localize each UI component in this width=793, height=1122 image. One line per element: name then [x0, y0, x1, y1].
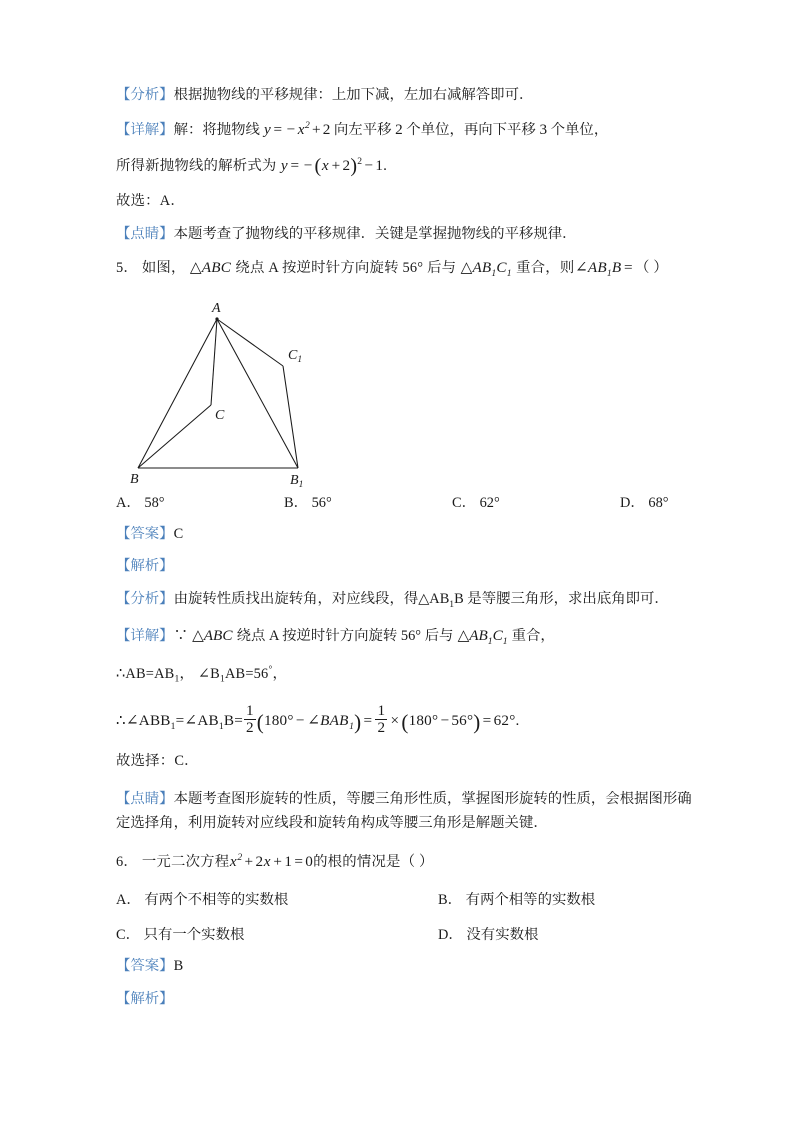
q5-fraction-half-1: $\frac{1}{2}$: [245, 702, 254, 736]
q5-analysis-triangle: $\triangle AB_1B$: [418, 591, 464, 611]
q6-answer-value: B: [173, 957, 184, 974]
edge-A-B1: [217, 319, 298, 468]
q5-step1-line: [116, 665, 692, 684]
q4-shift-down: 3: [539, 120, 548, 138]
because-sign: ∵: [173, 628, 188, 645]
q5-number: 5．: [116, 259, 138, 276]
q5-choose-line: 故选择：C．: [116, 752, 199, 769]
q5-step2-angle1: ∠ABB: [125, 712, 171, 730]
page-content: [116, 88, 692, 1025]
q6-stem-prefix: 一元二次方程: [141, 853, 230, 870]
label-B1: $B_1$: [290, 473, 304, 488]
q5-figure: [116, 297, 692, 487]
q4-detail-formula: y = − $x^2 + 2$: [264, 119, 331, 138]
label-C: C: [215, 408, 225, 424]
figure-edges: [138, 319, 298, 468]
q6-answer-tag: 【答案】: [116, 957, 174, 974]
q5-step1-deg: °: [268, 664, 273, 676]
q5-parse-line: [116, 559, 692, 573]
q5-detail-line: [116, 628, 692, 647]
q5-options: [116, 491, 692, 512]
q5-summary-text: 本题考查图形旋转的性质，等腰三角形性质，掌握图形旋转的性质，会根据图形确定选择角，利用旋转对应线段和旋转角构成等腰三角形是解题关键．: [116, 790, 692, 832]
label-B: B: [130, 472, 139, 488]
q5-step1-end: ，: [272, 666, 288, 683]
q6-options-row1: [116, 888, 692, 908]
vertex-A-dot: [215, 317, 218, 320]
edge-A-C: [211, 319, 217, 405]
q4-detail-mid: 向左平移: [333, 121, 392, 138]
q5-detail-text3: 重合，: [511, 628, 555, 645]
q5-option-a[interactable]: A． 58°: [116, 495, 165, 512]
q5-option-b[interactable]: B． 56°: [284, 495, 332, 512]
label-C1: $C_1$: [288, 348, 303, 366]
q5-stem-part4: 重合，则: [516, 259, 575, 276]
q5-equals: =: [624, 258, 633, 276]
q5-stem: [116, 260, 692, 279]
q5-step1-angle-rest: AB=56: [224, 666, 269, 683]
q5-stem-part1: 如图，: [141, 259, 186, 276]
q4-summary-text: 本题考查了抛物线的平移规律．关键是掌握抛物线的平移规律．: [173, 226, 577, 243]
q5-answer-line: [116, 527, 692, 541]
q5-summary-line: [116, 787, 692, 837]
q5-step2-line: $\therefore\angle ABB_1=\angle AB_1B=$ $\frac{1}{2}$ $(180^\circ - \angle BAB_1)$ = $\frac{1}{2}$ × (180° − 56°) = 62°.: [116, 702, 520, 736]
q5-option-c[interactable]: C． 62°: [452, 495, 500, 512]
q4-result-prefix: 所得新抛物线的解析式为: [116, 157, 277, 174]
q4-analysis-line: [116, 88, 692, 102]
edge-A-C1: [217, 319, 283, 366]
q6-option-b[interactable]: B． 有两个相等的实数根: [438, 891, 596, 908]
q5-option-d[interactable]: D． 68°: [620, 495, 669, 512]
q4-detail-suffix: 个单位，: [550, 121, 609, 138]
q5-target-angle: $\angle AB_1B$: [574, 258, 622, 279]
q6-stem: [116, 853, 692, 869]
q6-formula: $x^2 + 2x + 1 = 0$: [229, 852, 314, 870]
q5-step2-angle3: ∠BAB: [307, 712, 349, 730]
q6-answer-line: [116, 959, 692, 973]
q5-detail-tri2: $\triangle AB_1C_1$: [457, 627, 508, 648]
detail-tag: 【详解】: [116, 121, 174, 138]
q5-stem-part3: 后与: [427, 259, 457, 276]
edge-B-C: [138, 405, 211, 468]
edge-A-B: [138, 319, 217, 468]
q6-option-a[interactable]: A． 有两个不相等的实数根: [116, 891, 289, 908]
label-A: A: [212, 301, 221, 317]
q5-detail-text1: 绕点 A 按逆时针方向旋转 56: [236, 628, 416, 645]
q5-analysis-post: 是等腰三角形，求出底角即可．: [463, 591, 669, 608]
q6-option-c[interactable]: C． 只有一个实数根: [116, 927, 245, 944]
q4-analysis-text: 根据抛物线的平移规律：上加下减，左加右减解答即可．: [173, 87, 534, 103]
q6-option-d[interactable]: D． 没有实数根: [438, 927, 539, 944]
q4-result-formula: y = − $(x + 2)^2 - 1$.: [280, 154, 388, 177]
q4-shift-left: 2: [395, 120, 403, 138]
q5-detail-tag: 【详解】: [116, 628, 174, 645]
degree-sign: °: [417, 259, 424, 276]
q5-summary-tag: 【点睛】: [116, 790, 174, 807]
q5-detail-degree: °: [415, 628, 422, 645]
q5-analysis-line: [116, 592, 692, 609]
q5-fraction-half-2: $\frac{1}{2}$: [377, 702, 386, 736]
q6-parse-line: [116, 992, 692, 1006]
q5-triangle-ab1c1: $\triangle AB_1C_1$: [460, 258, 512, 279]
q5-detail-tri1: △ABC: [192, 627, 233, 645]
q4-summary-line: [116, 227, 692, 241]
q5-step1-angle-sub: 1: [219, 674, 225, 686]
q6-options-row2: [116, 923, 692, 944]
q5-step1-angle: ∠B: [197, 666, 220, 683]
q6-number: 6．: [116, 853, 138, 870]
q5-step2-result: 62°: [493, 712, 516, 730]
parse-tag: 【解析】: [116, 558, 174, 575]
q5-step1-sub: 1: [174, 674, 180, 686]
rotated-triangle-svg: [116, 297, 376, 487]
edge-C1-B1: [283, 366, 298, 468]
q5-detail-text2: 后与: [424, 628, 454, 645]
q6-parse-tag: 【解析】: [116, 990, 174, 1007]
q5-analysis-tag: 【分析】: [116, 591, 174, 608]
q5-answer-value: C: [173, 525, 184, 542]
q4-detail-mid2: 个单位，再向下平移: [406, 121, 536, 138]
analysis-tag: 【分析】: [116, 87, 174, 103]
q5-step1-comma: ，: [179, 666, 195, 683]
q5-step2-angle2: ∠AB: [184, 712, 219, 730]
summary-tag: 【点睛】: [116, 226, 174, 243]
q4-choose-line: 故选：A．: [116, 193, 185, 210]
q4-detail-prefix: 解：将抛物线: [173, 121, 260, 138]
answer-tag: 【答案】: [116, 525, 174, 542]
q5-analysis-pre: 由旋转性质找出旋转角，对应线段，得: [173, 591, 419, 608]
therefore-sign-1: ∴: [116, 666, 126, 683]
q6-stem-suffix: 的根的情况是（ ）: [313, 853, 434, 870]
q5-triangle-abc: △ABC: [189, 258, 232, 276]
q5-step1-text: AB=AB: [125, 666, 175, 683]
therefore-sign-2: ∴: [116, 712, 126, 730]
q5-paren: （ ）: [634, 259, 668, 276]
q4-result-line: [116, 156, 692, 176]
q5-stem-part2: 绕点 A 按逆时针方向旋转 56: [235, 259, 418, 276]
q4-detail-line: [116, 121, 692, 137]
